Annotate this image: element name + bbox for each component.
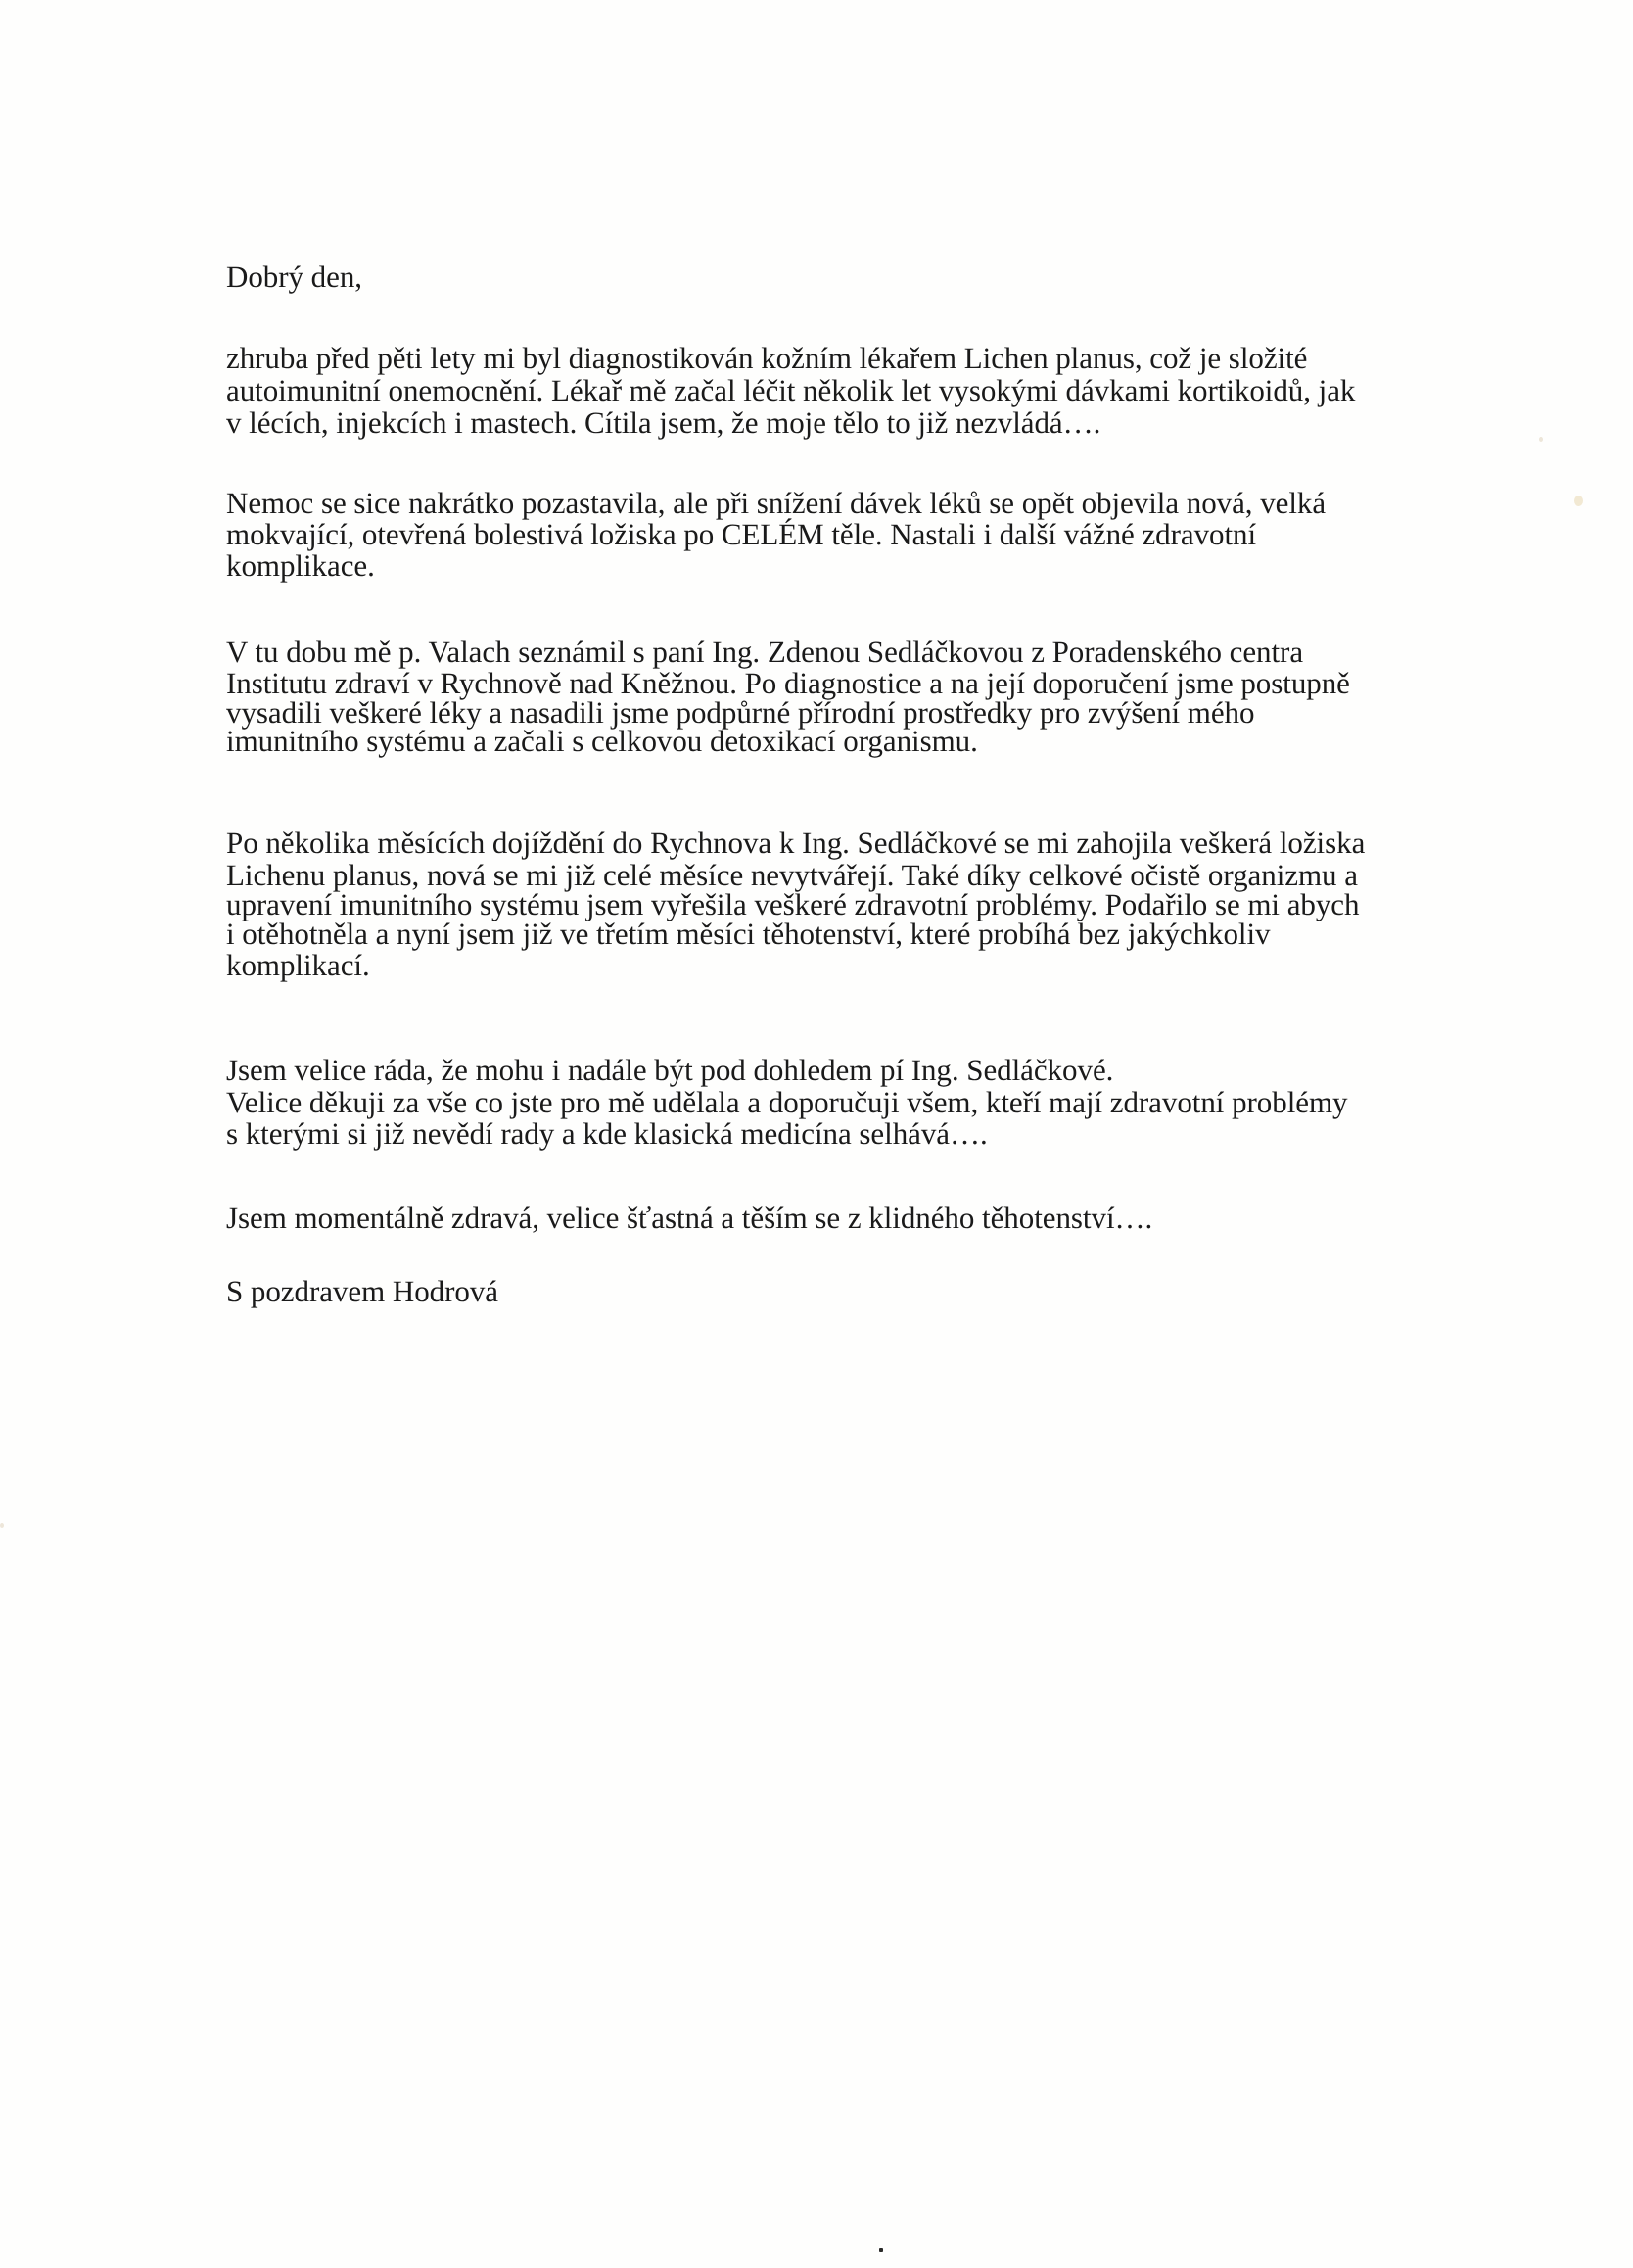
paragraph-line: Lichenu planus, nová se mi již celé měsíce nevytvářejí. Také díky celkové očistě organizmu a: [226, 858, 1358, 892]
scan-speck: [0, 1523, 4, 1528]
paragraph-line: upravení imunitního systému jsem vyřešila veškeré zdravotní problémy. Podařilo se mi abych: [226, 887, 1360, 921]
scan-speck: [1574, 496, 1583, 506]
closing-signature: S pozdravem Hodrová: [226, 1274, 498, 1308]
paragraph-line: Institutu zdraví v Rychnově nad Kněžnou. Po diagnostice a na její doporučení jsme postupně: [226, 666, 1350, 700]
paragraph-line: imunitního systému a začali s celkovou detoxikací organismu.: [226, 724, 978, 758]
paragraph-line: vysadili veškeré léky a nasadili jsme podpůrné přírodní prostředky pro zvýšení mého: [226, 695, 1255, 730]
scan-dot: [879, 2248, 883, 2252]
paragraph-line: Po několika měsících dojíždění do Rychnova k Ing. Sedláčkové se mi zahojila veškerá ložiska: [226, 826, 1366, 860]
paragraph-line: Jsem momentálně zdravá, velice šťastná a těším se z klidného těhotenství….: [226, 1201, 1153, 1235]
paragraph-line: autoimunitní onemocnění. Lékař mě začal léčit několik let vysokými dávkami kortikoidů, jak: [226, 373, 1356, 407]
paragraph-line: Nemoc se sice nakrátko pozastavila, ale při snížení dávek léků se opět objevila nová, velká: [226, 486, 1327, 520]
paragraph-line: komplikace.: [226, 548, 375, 583]
paragraph-line: Jsem velice ráda, že mohu i nadále být pod dohledem pí Ing. Sedláčkové.: [226, 1053, 1114, 1087]
paragraph-line: i otěhotněla a nyní jsem již ve třetím měsíci těhotenství, které probíhá bez jakýchkoliv: [226, 917, 1271, 951]
paragraph-line: komplikací.: [226, 948, 370, 982]
scan-speck: [1539, 437, 1543, 442]
paragraph-line: Velice děkuji za vše co jste pro mě udělala a doporučuji všem, kteří mají zdravotní problémy: [226, 1085, 1348, 1119]
greeting: Dobrý den,: [226, 260, 362, 294]
paragraph-line: mokvající, otevřená bolestivá ložiska po CELÉM těle. Nastali i další vážné zdravotní: [226, 517, 1257, 551]
paragraph-line: V tu dobu mě p. Valach seznámil s paní Ing. Zdenou Sedláčkovou z Poradenského centra: [226, 635, 1304, 669]
paragraph-line: v lécích, injekcích i mastech. Cítila jsem, že moje tělo to již nezvládá….: [226, 405, 1101, 440]
paragraph-line: zhruba před pěti lety mi byl diagnostikován kožním lékařem Lichen planus, což je složité: [226, 341, 1308, 375]
paragraph-line: s kterými si již nevědí rady a kde klasická medicína selhává….: [226, 1116, 988, 1151]
